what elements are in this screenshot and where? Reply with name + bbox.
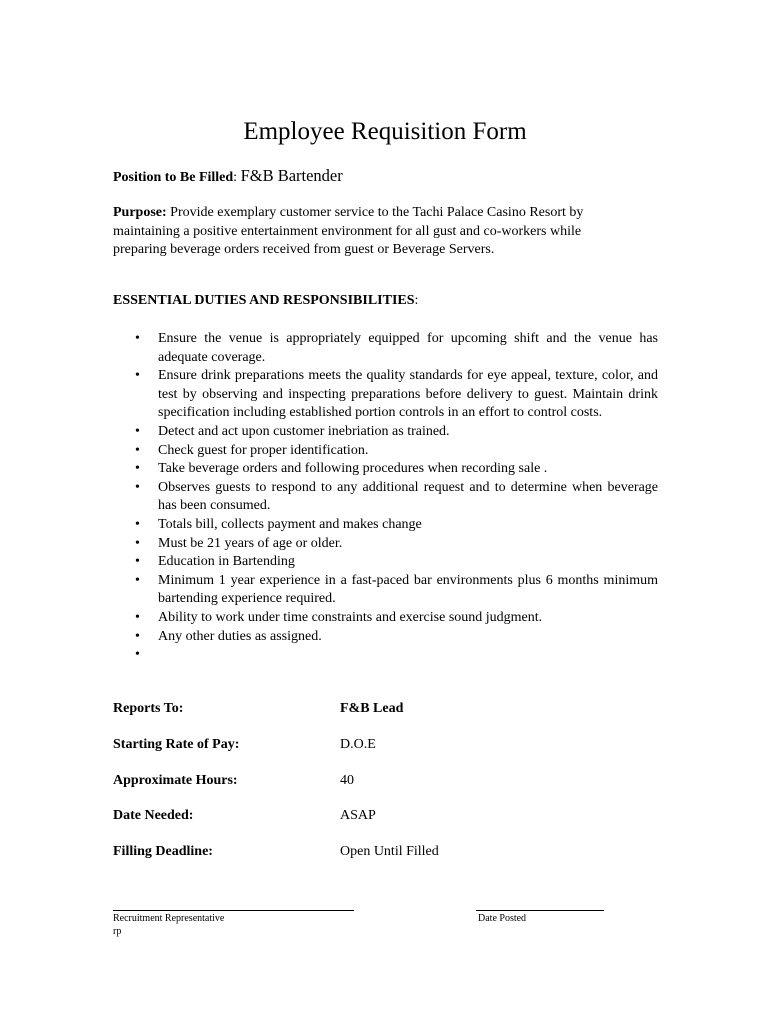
list-item [113,367,658,423]
duties-heading [113,292,418,310]
bullet-icon: • [135,331,140,346]
duty-text: Observes guests to respond to any additional request and to determine when beverage has been consumed. [158,479,658,514]
duty-text: Ability to work under time constraints and exercise sound judgment. [158,609,543,625]
duties-list [113,330,658,665]
bullet-icon: • [135,461,140,477]
bullet-icon: • [135,423,140,439]
detail-value: F&B Lead [340,701,404,716]
bullet-icon: • [135,572,140,588]
date-posted-line [476,910,604,911]
purpose-text: Provide exemplary customer service to the Tachi Palace Casino Resort by maintaining a positive entertainment environment for all gust and co-workers while preparing beverage orders received from guest or Beverage Servers. [113,205,584,257]
duty-text: Take beverage orders and following procedures when recording sale . [158,461,548,477]
purpose-paragraph [113,204,633,260]
duty-text [158,647,162,662]
requisition-details [113,699,633,878]
duty-text: Detect and act upon customer inebriation as trained. [158,423,450,439]
duty-text: Ensure the venue is appropriately equipped for upcoming shift and the venue has adequate coverage. [158,331,658,365]
detail-label: Starting Rate of Pay: [113,736,240,752]
detail-row-starting-rate [113,735,633,771]
bullet-icon: • [135,628,140,644]
recruitment-label: Recruitment Representative [113,913,225,924]
list-item [113,572,658,609]
detail-row-filling-deadline [113,842,633,878]
detail-value: ASAP [340,808,376,824]
list-item [113,330,658,367]
bullet-icon: • [135,535,140,551]
list-item [113,460,658,479]
recruitment-initials: rp [113,926,122,937]
duties-heading-label: ESSENTIAL DUTIES AND RESPONSIBILITIES [113,293,415,308]
detail-label: Approximate Hours: [113,772,238,788]
detail-label: Reports To: [113,701,184,716]
bullet-icon: • [135,554,140,570]
bullet-icon: • [135,516,140,532]
recruitment-signature-line [113,910,354,911]
purpose-label: Purpose: [113,205,167,220]
list-item [113,553,658,572]
bullet-icon: • [135,442,140,458]
duty-text: Ensure drink preparations meets the quality standards for eye appeal, texture, color, and test by observing and inspecting preparations before delivery to guest. Maintain drink specification including established portion controls in an effort to control costs. [158,368,658,421]
position-separator: : [233,170,238,185]
list-item [113,423,658,442]
duty-text: Minimum 1 year experience in a fast-paced bar environments plus 6 months minimum bartending experience required. [158,572,658,607]
detail-row-reports-to [113,699,633,735]
detail-row-date-needed [113,806,633,842]
detail-label: Date Needed: [113,808,194,824]
bullet-icon: • [135,609,140,625]
list-item [113,535,658,554]
detail-value: D.O.E [340,736,376,752]
duties-heading-suffix: : [414,293,419,308]
position-line [113,166,343,188]
position-value: F&B Bartender [240,166,343,185]
duty-text: Totals bill, collects payment and makes change [158,516,422,532]
bullet-icon: • [135,479,140,495]
date-posted-label: Date Posted [478,913,527,924]
list-item [113,516,658,535]
list-item [113,479,658,516]
duty-text: Check guest for proper identification. [158,442,369,458]
duty-text: Education in Bartending [158,554,295,570]
list-item [113,442,658,461]
form-title: Employee Requisition Form [243,118,527,145]
bullet-icon: • [135,647,140,663]
list-item [113,646,658,665]
list-item [113,628,658,647]
duty-text: Must be 21 years of age or older. [158,535,343,551]
position-label: Position to Be Filled [113,170,234,185]
detail-value: 40 [340,772,354,788]
detail-row-hours [113,771,633,807]
duty-text: Any other duties as assigned. [158,628,322,644]
detail-label: Filling Deadline: [113,844,213,860]
detail-value: Open Until Filled [340,844,439,860]
list-item [113,609,658,628]
bullet-icon: • [135,368,140,384]
